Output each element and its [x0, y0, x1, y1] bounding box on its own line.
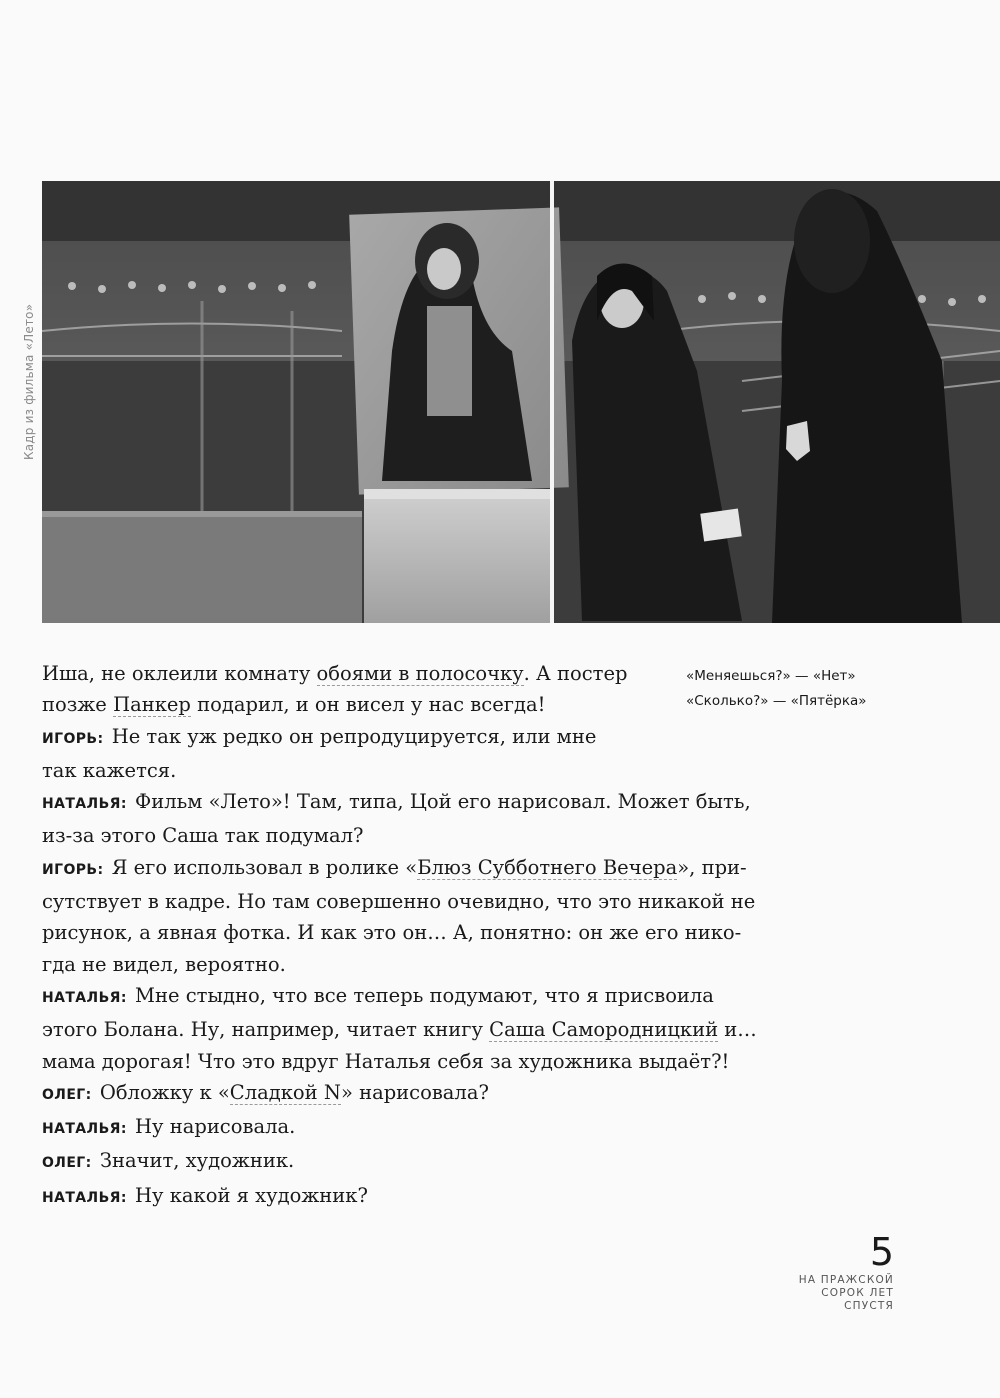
text-segment: и…	[718, 1018, 757, 1042]
text-segment: Фильм «Лето»! Там, типа, Цой его нарисовал. Может быть,	[135, 790, 751, 814]
text-segment: этого Болана. Ну, например, читает книгу	[42, 1018, 490, 1042]
text-segment: из-за этого Саша так подумал?	[42, 824, 364, 848]
text-segment: так кажется.	[42, 758, 177, 782]
text-line	[42, 689, 782, 720]
text-line	[42, 1145, 782, 1179]
dialogue-text	[42, 658, 782, 1214]
text-segment: Значит, художник.	[99, 1149, 295, 1173]
text-line	[42, 721, 782, 755]
running-head	[799, 1274, 894, 1313]
text-line	[42, 1077, 782, 1111]
text-line	[42, 917, 782, 948]
film-still-photo	[42, 181, 1000, 623]
side-note	[686, 664, 896, 714]
text-segment: позже	[42, 693, 114, 717]
annotated-term: Сладкой N	[229, 1080, 341, 1104]
film-still-illustration	[42, 181, 1000, 623]
text-segment: . А постер	[523, 662, 628, 685]
text-segment: Иша, не оклеили комнату	[42, 662, 317, 685]
text-segment: Я его использовал в ролике «	[111, 855, 418, 879]
text-line	[42, 980, 782, 1014]
speaker-name: ОЛЕГ:	[42, 1155, 92, 1172]
running-head-line: НА ПРАЖСКОЙ	[798, 1274, 894, 1286]
text-line	[42, 1111, 782, 1145]
speaker-name: ИГОРЬ:	[42, 730, 104, 747]
speaker-name: НАТАЛЬЯ:	[42, 796, 127, 813]
speaker-name: НАТАЛЬЯ:	[42, 1121, 127, 1138]
text-line	[42, 755, 782, 786]
annotated-term: Блюз Субботнего Вечера	[417, 855, 678, 879]
text-line	[42, 820, 782, 851]
text-line	[42, 786, 782, 820]
text-segment: гда не видел, вероятно.	[42, 952, 286, 976]
text-segment: Не так уж редко он репродуцируется, или мне	[111, 724, 597, 748]
text-segment: рисунок, а явная фотка. И как это он… А, понятно: он же его нико-	[42, 921, 742, 945]
photo-credit: Кадр из фильма «Лето»	[22, 303, 36, 460]
text-segment: » нарисовала?	[340, 1080, 489, 1104]
text-line	[42, 852, 782, 886]
text-line	[42, 1046, 782, 1077]
speaker-name: НАТАЛЬЯ:	[42, 989, 127, 1006]
speaker-name: ОЛЕГ:	[42, 1086, 92, 1103]
annotated-term: обоями в полосочку	[316, 662, 524, 685]
text-segment: подарил, и он висел у нас всегда!	[190, 693, 546, 717]
speaker-name: НАТАЛЬЯ:	[42, 1189, 127, 1206]
text-segment: мама дорогая! Что это вдруг Наталья себя за художника выдаёт?!	[42, 1049, 730, 1073]
side-note-line: «Сколько?» — «Пятёрка»	[686, 693, 867, 709]
annotated-term: Саша Самородницкий	[489, 1018, 719, 1042]
text-line	[42, 1180, 782, 1214]
text-line	[42, 949, 782, 980]
side-note-line: «Меняешься?» — «Нет»	[686, 668, 856, 684]
text-segment: сутствует в кадре. Но там совершенно очевидно, что это никакой не	[42, 890, 756, 914]
text-line	[42, 658, 782, 689]
page-number: 5	[869, 1230, 894, 1274]
text-line	[42, 886, 782, 917]
annotated-term: Панкер	[113, 693, 191, 717]
text-segment: Ну нарисовала.	[135, 1115, 296, 1139]
text-segment: Мне стыдно, что все теперь подумают, что я присвоила	[135, 983, 714, 1007]
text-segment: », при-	[677, 855, 747, 879]
text-segment: Обложку к «	[99, 1080, 230, 1104]
running-head-line: СОРОК ЛЕТ	[821, 1287, 894, 1299]
running-head-line: СПУСТЯ	[844, 1300, 894, 1312]
speaker-name: ИГОРЬ:	[42, 861, 104, 878]
text-line	[42, 1014, 782, 1045]
text-segment: Ну какой я художник?	[135, 1183, 368, 1207]
